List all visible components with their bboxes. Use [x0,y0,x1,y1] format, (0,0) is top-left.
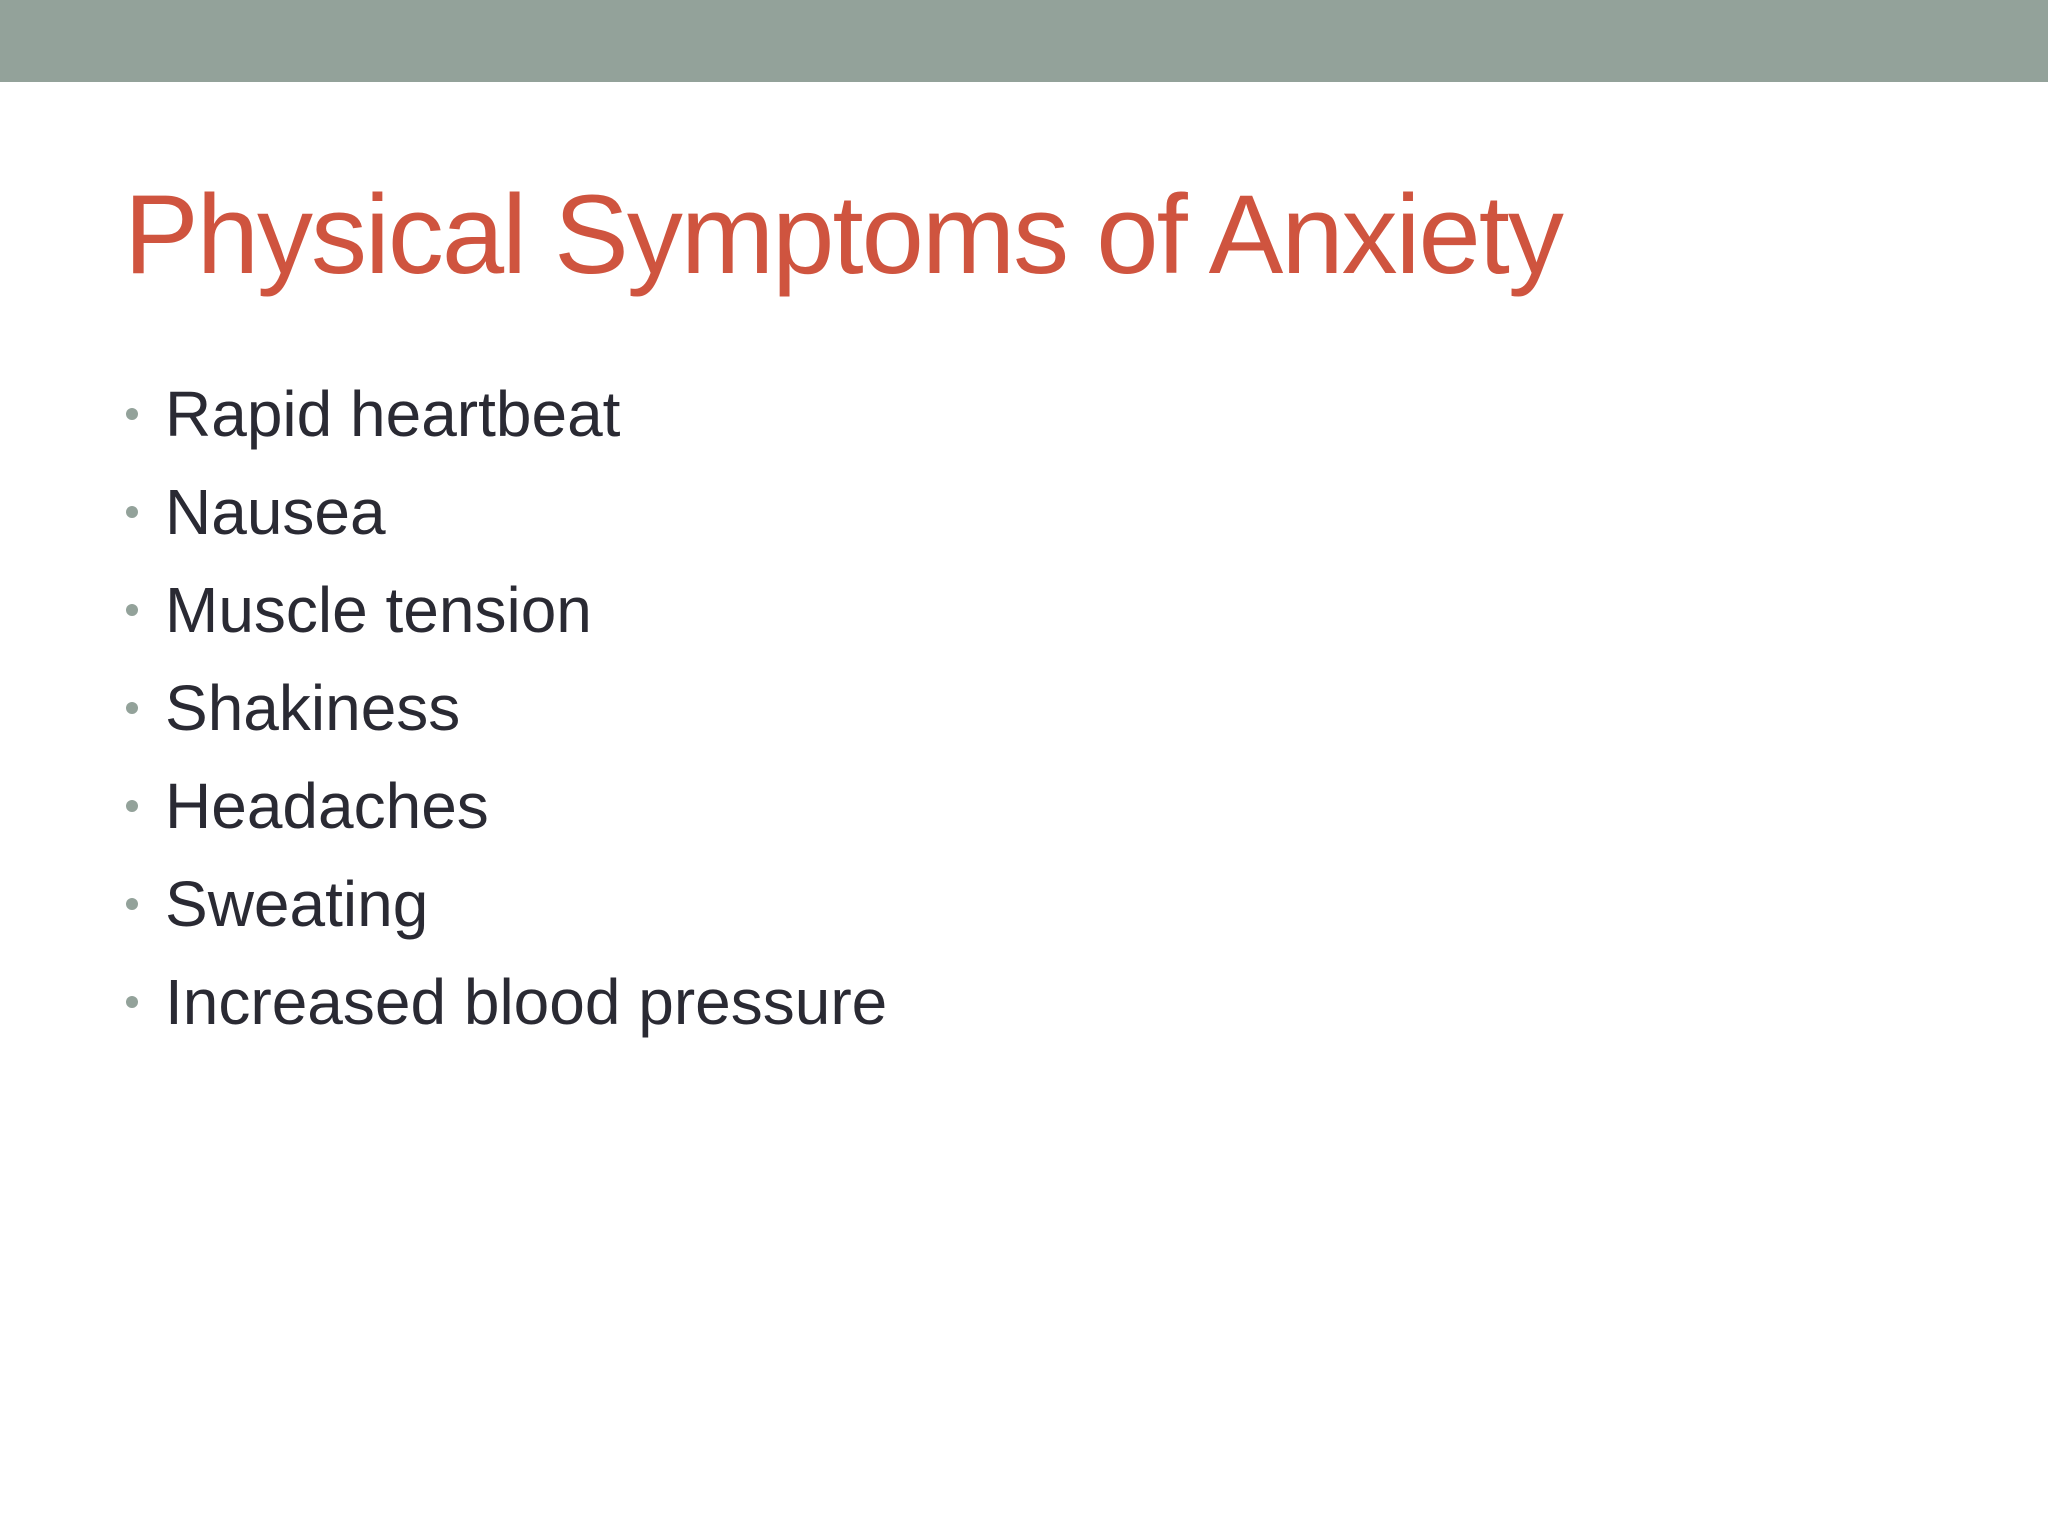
bullet-icon [126,996,138,1008]
bullet-text: Headaches [165,770,489,842]
bullet-text: Rapid heartbeat [165,378,621,450]
bullet-text: Sweating [165,868,429,940]
list-item [124,953,887,1051]
bullet-icon [126,800,138,812]
bullet-icon [126,604,138,616]
bullet-icon [126,506,138,518]
bullet-text: Increased blood pressure [165,966,888,1038]
list-item [124,561,887,659]
list-item [124,365,887,463]
bullet-icon [126,898,138,910]
bullet-text: Nausea [165,476,386,548]
list-item [124,757,887,855]
list-item [124,659,887,757]
bullet-list [124,365,887,1051]
top-band [0,0,2048,82]
bullet-text: Muscle tension [165,574,592,646]
list-item [124,463,887,561]
slide-title: Physical Symptoms of Anxiety [124,172,1562,297]
bullet-text: Shakiness [165,672,461,744]
bullet-icon [126,408,138,420]
bullet-icon [126,702,138,714]
list-item [124,855,887,953]
